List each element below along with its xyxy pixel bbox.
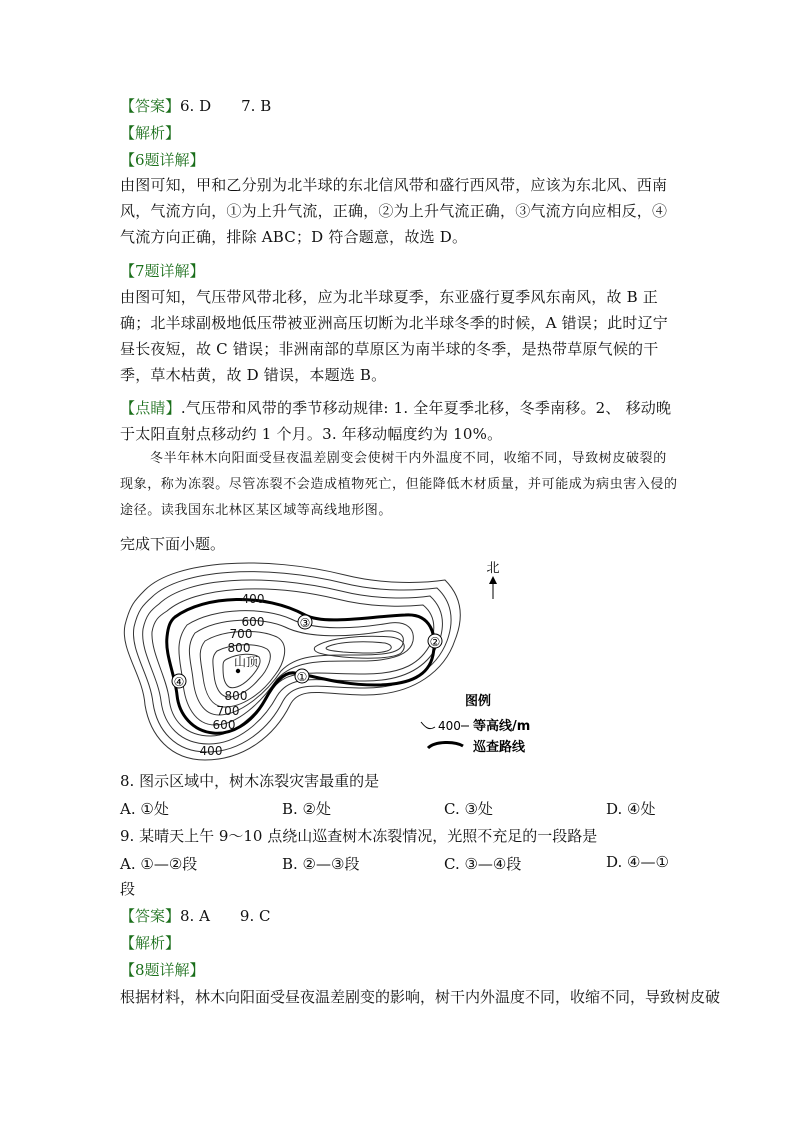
legend-route-text: 巡查路线 [473, 740, 526, 755]
material-text: 冬半年林木向阳面受昼夜温差剧变会使树干内外温度不同，收缩不同，导致树皮破裂的现象，称为冻裂。尽管冻裂不会造成植物死亡，但能降低木材质量，并可能成为病虫害入侵的途径。读我国东北林区某区域等高线地形图。 [120, 451, 678, 518]
q8-heading-text: 【8题详解】 [120, 961, 205, 979]
tip-tag: 【点睛】 [120, 399, 181, 417]
contour-label: 800 [224, 689, 248, 703]
legend-contour-sample [421, 722, 435, 729]
q8-stem: 8. 图示区域中，树木冻裂灾害最重的是 [120, 772, 380, 790]
legend-contour-text: 等高线/m [473, 719, 531, 734]
analysis-tag-2 [120, 933, 180, 953]
legend-route-sample [428, 742, 463, 748]
q9-option-a: A. ①—②段 [120, 855, 198, 873]
peak-label: 山顶 [233, 655, 259, 669]
contour-line-600 [179, 611, 413, 725]
answer-text: 6. D 7. B [180, 97, 272, 115]
q6-explanation: 由图可知，甲和乙分别为北半球的东北信风带和盛行西风带，应该为东北风、西南风，气流方向，①为上升气流，正确，②为上升气流正确，③气流方向应相反，④气流方向正确，排除 ABC；D 符合题意，故选 D。 [120, 176, 668, 246]
q9-option-c: C. ③—④段 [444, 855, 522, 873]
answer-text-2: 8. A 9. C [180, 907, 271, 925]
north-label: 北 [486, 561, 500, 576]
point-3-marker [298, 615, 312, 630]
contour-label: 700 [229, 627, 253, 641]
point-1-marker [295, 669, 309, 684]
point-2-marker [428, 634, 442, 649]
tip-paragraph [120, 395, 680, 447]
analysis-tag [120, 123, 180, 143]
q8-heading [120, 960, 205, 980]
q9-options [120, 853, 680, 875]
analysis-tag-2-text: 【解析】 [120, 934, 181, 952]
q6-heading-text: 【6题详解】 [120, 151, 205, 169]
q8-option-b: B. ②处 [282, 800, 332, 818]
contour-label: 600 [212, 718, 236, 732]
contour-line [326, 642, 391, 653]
q9-stem: 9. 某晴天上午 9～10 点绕山巡查树木冻裂情况，光照不充足的一段路是 [120, 827, 598, 845]
contour-map [115, 555, 535, 770]
q8-explanation: 根据材料，林木向阳面受昼夜温差剧变的影响，树干内外温度不同，收缩不同，导致树皮破 [120, 988, 721, 1006]
legend-contour-value: 400 [438, 719, 461, 733]
legend-title: 图例 [465, 694, 492, 709]
point-3-label: ③ [299, 616, 311, 630]
q9-option-d: D. ④—① [606, 853, 669, 871]
answer-line-2 [120, 906, 271, 926]
point-4-marker [172, 674, 186, 689]
q7-explanation: 由图可知，气压带风带北移，应为北半球夏季，东亚盛行夏季风东南风，故 B 正确；北半球副极地低压带被亚洲高压切断为北半球冬季的时候，A 错误；此时辽宁昼长夜短，故 C 错误；非洲南部的草原区为南半球的冬季，是热带草原气候的干季，草木枯黄，故 D 错误，本题选 B。 [120, 288, 669, 384]
point-1-label: ① [296, 670, 308, 684]
peak-marker [236, 669, 240, 673]
contour-label: 400 [199, 744, 223, 758]
instruction: 完成下面小题。 [120, 535, 226, 553]
contour-label: 800 [227, 641, 251, 655]
q9-option-d-wrap: 段 [120, 880, 136, 898]
q8-option-a: A. ①处 [120, 800, 169, 818]
point-4-label: ④ [173, 675, 185, 689]
q8-option-c: C. ③处 [444, 800, 493, 818]
tip-text: .气压带和风带的季节移动规律: 1. 全年夏季北移，冬季南移。2、 移动晚于太阳直射点移动约 1 个月。3. 年移动幅度约为 10%。 [120, 399, 672, 443]
answer-tag: 【答案】 [120, 97, 181, 115]
q8-options [120, 798, 680, 820]
q9-option-b: B. ②—③段 [282, 855, 360, 873]
q7-heading [120, 261, 205, 281]
q6-heading [120, 150, 205, 170]
north-arrowhead-icon [489, 576, 497, 584]
q8-option-d: D. ④处 [606, 800, 656, 818]
answer-line [120, 96, 271, 116]
contour-label: 700 [216, 704, 240, 718]
answer-tag-2: 【答案】 [120, 907, 181, 925]
contour-label: 600 [241, 615, 265, 629]
point-2-label: ② [429, 635, 441, 649]
q7-heading-text: 【7题详解】 [120, 262, 205, 280]
analysis-tag-text: 【解析】 [120, 124, 181, 142]
contour-label: 400 [241, 592, 265, 606]
